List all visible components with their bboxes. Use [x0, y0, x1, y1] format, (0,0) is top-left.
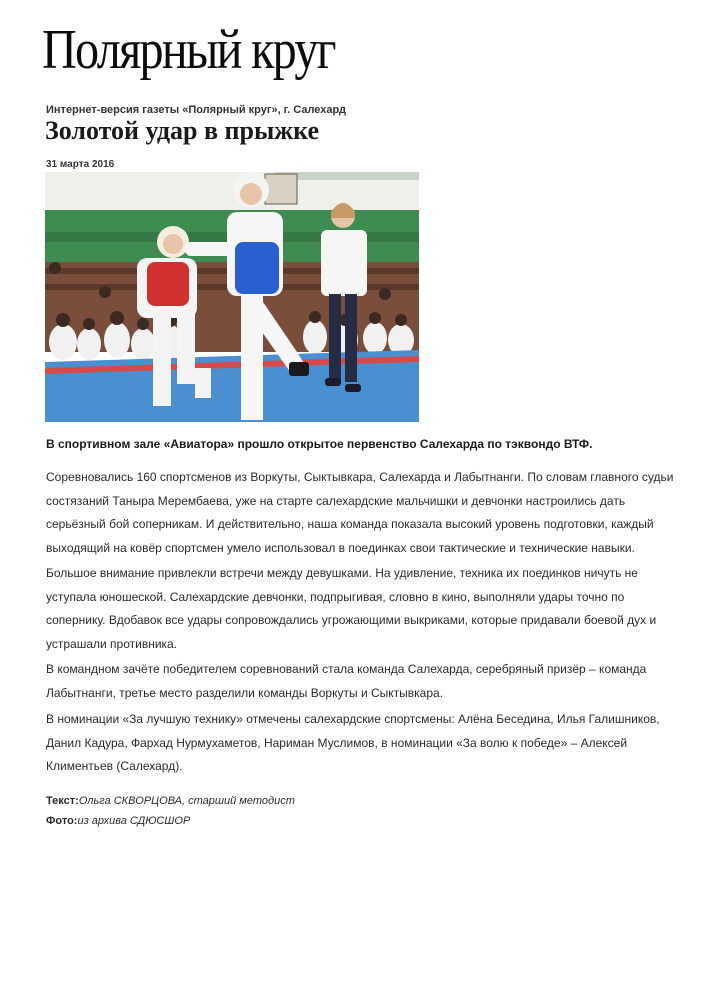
- article-paragraph: Соревновались 160 спортсменов из Воркуты, Сыктывкара, Салехарда и Лабытнанги. По словам главного судьи состязаний Таныра Мерембаева, уже на старте салехардские мальчишки и девчонки настроились дать серьёзный бой соперникам. И действительно, наша команда показала высокий уровень подготовки, каждый выходящий на ковёр спортсмен умело использовал в поединках свои тактические и технические навыки.: [46, 470, 674, 555]
- author-credit: [46, 795, 295, 807]
- photo-credit-value: из архива СДЮСШОР: [77, 815, 191, 827]
- article-date: 31 марта 2016: [46, 159, 115, 170]
- photo-credit-label: Фото:: [46, 815, 78, 827]
- edition-line: Интернет-версия газеты «Полярный круг», г. Салехард: [46, 104, 346, 116]
- article-paragraph: В номинации «За лучшую технику» отмечены салехардские спортсмены: Алёна Беседина, Илья Галишников, Данил Кадура, Фархад Нурмухаметов, Нариман Муслимов, в номинации «За волю к победе» – Алексей Климентьев (Салехард).: [46, 712, 660, 774]
- author-credit-label: Текст:: [46, 795, 79, 807]
- article-headline: Золотой удар в прыжке: [45, 116, 320, 145]
- article-paragraph: Большое внимание привлекли встречи между девушками. На удивление, техника их поединков ничуть не уступала юношеской. Салехардские девчонки, подпрыгивая, словно в кино, выполняли удары точно по сопернику. Вдобавок все удары сопровождались угрожающими выкриками, которые придавали боевой дух и устрашали противника.: [46, 566, 657, 651]
- author-credit-value: Ольга СКВОРЦОВА, старший методист: [78, 795, 295, 807]
- article-lede: В спортивном зале «Авиатора» прошло открытое первенство Салехарда по тэквондо ВТФ.: [46, 437, 593, 451]
- newspaper-masthead: Полярный круг: [42, 19, 335, 81]
- photo-credit: [46, 815, 190, 827]
- article-photo: [45, 172, 419, 422]
- article-paragraph: В командном зачёте победителем соревнований стала команда Салехарда, серебряный призёр – команда Лабытнанги, третье место разделили команды Воркуты и Сыктывкара.: [46, 662, 647, 700]
